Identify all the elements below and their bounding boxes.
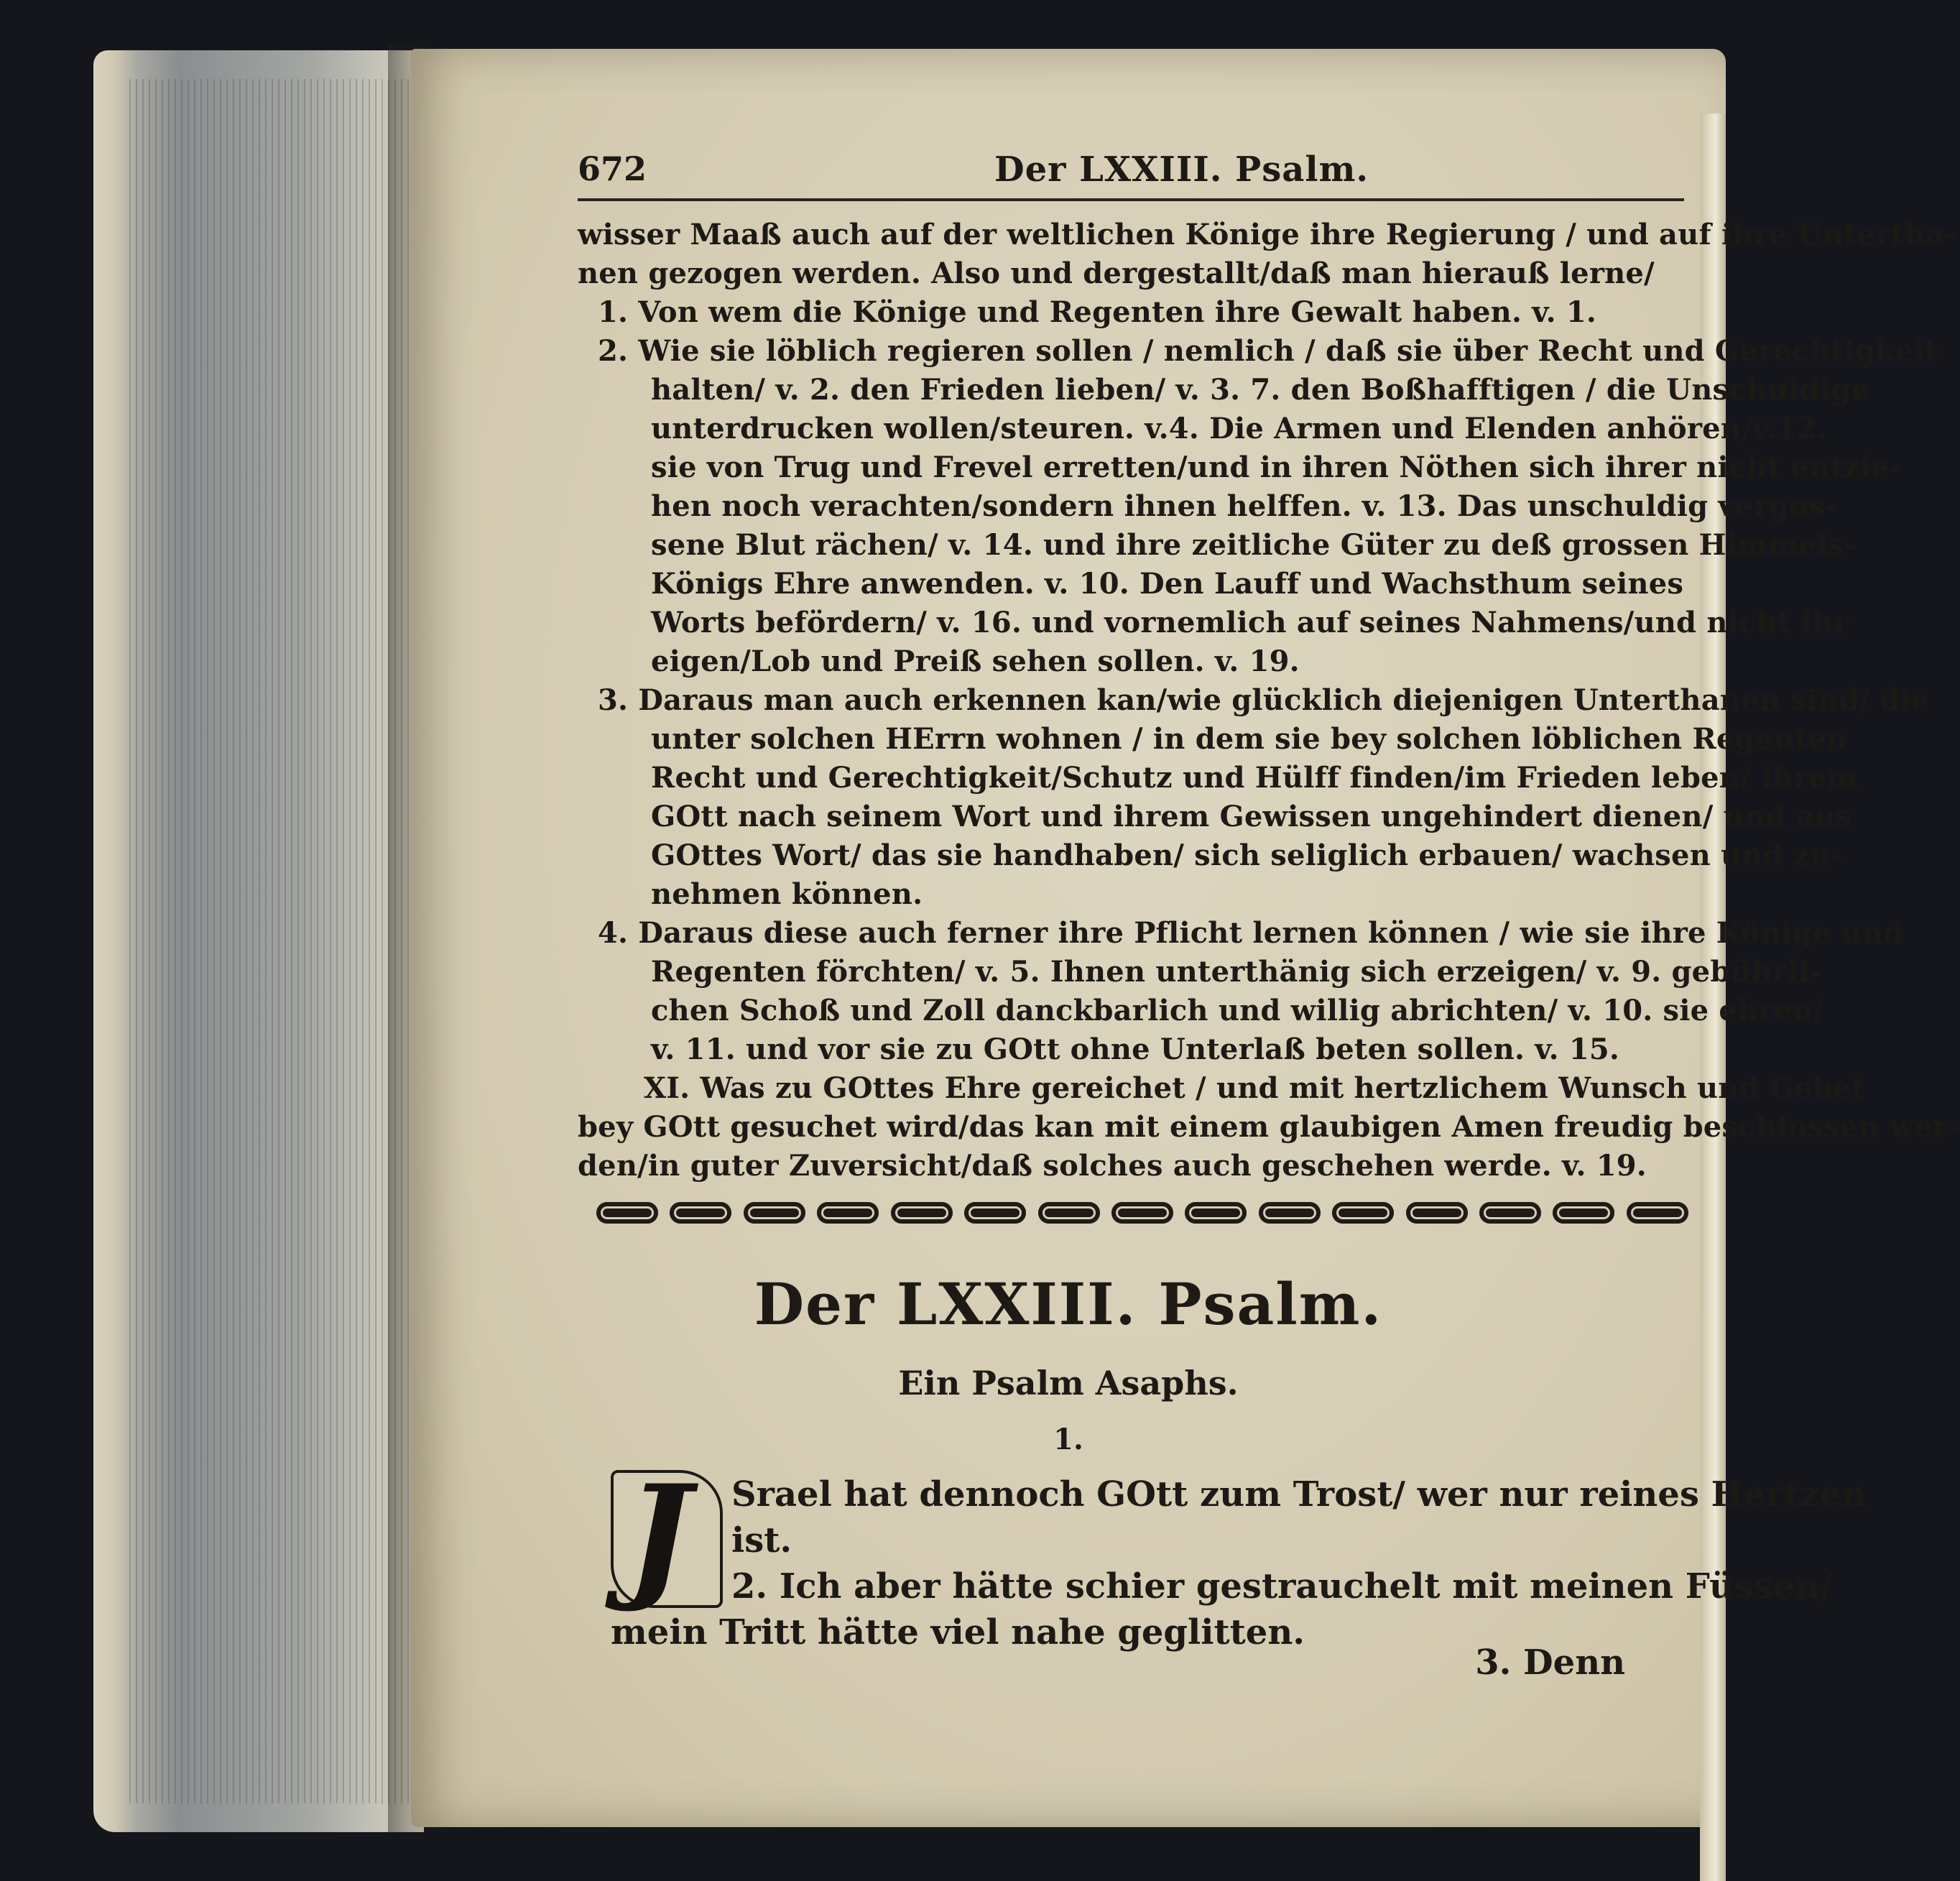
- text-line: eigen/Lob und Preiß sehen sollen. v. 19.: [651, 644, 1300, 678]
- ornament: [670, 1202, 731, 1224]
- text-line: sie von Trug und Frevel erretten/und in ihren Nöthen sich ihrer nicht entzie-: [651, 450, 1902, 484]
- text-line: v. 11. und vor sie zu GOtt ohne Unterlaß beten sollen. v. 15.: [651, 1032, 1620, 1066]
- text-line: 2. Wie sie löblich regieren sollen / nemlich / daß sie über Recht und Gerechtigkeit: [598, 334, 1938, 368]
- text-line: 3. Daraus man auch erkennen kan/wie glücklich diejenigen Unterthanen sind/ die: [598, 683, 1930, 717]
- text-line: unterdrucken wollen/steuren. v.4. Die Armen und Elenden anhören/v.12.: [651, 412, 1827, 445]
- text-line: Königs Ehre anwenden. v. 10. Den Lauff und Wachsthum seines: [651, 567, 1684, 601]
- header-rule: [578, 198, 1684, 201]
- ornament: [1479, 1202, 1541, 1224]
- text-line: nen gezogen werden. Also und dergestallt/daß man hierauß lerne/: [578, 256, 1655, 290]
- verse-number: 1.: [1053, 1423, 1083, 1456]
- text-line: Regenten förchten/ v. 5. Ihnen unterthänig sich erzeigen/ v. 9. gebührli-: [651, 955, 1822, 989]
- text-line: chen Schoß und Zoll danckbarlich und willig abrichten/ v. 10. sie ehren/: [651, 994, 1824, 1027]
- ornament: [1111, 1202, 1173, 1224]
- text-line: XI. Was zu GOttes Ehre gereichet / und mit hertzlichem Wunsch und Gebet: [644, 1071, 1865, 1105]
- book-page-edges: [93, 50, 424, 1832]
- ornament: [1553, 1202, 1614, 1224]
- ornament: [891, 1202, 953, 1224]
- psalm-subtitle: Ein Psalm Asaphs.: [898, 1364, 1239, 1402]
- initial-letter: J: [627, 1455, 691, 1615]
- ornamental-border: [596, 1197, 1688, 1229]
- ornament: [817, 1202, 879, 1224]
- psalm-title: Der LXXIII. Psalm.: [754, 1270, 1383, 1338]
- header-title: Der LXXIII. Psalm.: [994, 149, 1369, 190]
- text-line: 1. Von wem die Könige und Regenten ihre Gewalt haben. v. 1.: [598, 295, 1597, 329]
- page-number: 672: [578, 149, 647, 188]
- ornament: [1185, 1202, 1247, 1224]
- verse-line: ist.: [731, 1520, 792, 1561]
- ornament: [1332, 1202, 1394, 1224]
- ornament: [1627, 1202, 1688, 1224]
- ornament: [1259, 1202, 1321, 1224]
- text-line: GOttes Wort/ das sie handhaben/ sich seliglich erbauen/ wachsen und zu-: [651, 838, 1843, 872]
- verse-line: mein Tritt hätte viel nahe geglitten.: [611, 1612, 1305, 1653]
- ornament: [1406, 1202, 1468, 1224]
- text-line: 4. Daraus diese auch ferner ihre Pflicht lernen können / wie sie ihre Könige und: [598, 916, 1904, 950]
- text-line: sene Blut rächen/ v. 14. und ihre zeitliche Güter zu deß grossen Himmels-: [651, 528, 1857, 562]
- ornament: [596, 1202, 658, 1224]
- verse-line: Srael hat dennoch GOtt zum Trost/ wer nur reines Hertzen: [731, 1474, 1867, 1515]
- running-head: [578, 149, 1684, 200]
- text-line: wisser Maaß auch auf der weltlichen Könige ihre Regierung / und auf ihre Untertha-: [578, 218, 1956, 251]
- catchword: 3. Denn: [1475, 1642, 1625, 1683]
- text-line: den/in guter Zuversicht/daß solches auch geschehen werde. v. 19.: [578, 1149, 1647, 1183]
- verse-line: 2. Ich aber hätte schier gestrauchelt mit meinen Füssen/: [731, 1566, 1833, 1607]
- text-line: GOtt nach seinem Wort und ihrem Gewissen ungehindert dienen/ und aus: [651, 800, 1852, 833]
- text-line: hen noch verachten/sondern ihnen helffen. v. 13. Das unschuldig vergos-: [651, 489, 1837, 523]
- text-line: bey GOtt gesuchet wird/das kan mit einem glaubigen Amen freudig beschlossen wer-: [578, 1110, 1960, 1144]
- printed-page: [411, 49, 1960, 1827]
- text-line: Recht und Gerechtigkeit/Schutz und Hülff finden/im Frieden leben/ ihrem: [651, 761, 1858, 795]
- ornament: [744, 1202, 805, 1224]
- text-line: halten/ v. 2. den Frieden lieben/ v. 3. 7. den Boßhafftigen / die Unschuldige: [651, 373, 1870, 407]
- text-line: unter solchen HErrn wohnen / in dem sie bey solchen löblichen Regenten: [651, 722, 1848, 756]
- ornament: [964, 1202, 1026, 1224]
- text-line: nehmen können.: [651, 877, 923, 911]
- ornament: [1038, 1202, 1100, 1224]
- decorated-initial: [611, 1455, 723, 1615]
- text-line: Worts befördern/ v. 16. und vornemlich auf seines Nahmens/und nicht ihr: [651, 606, 1849, 639]
